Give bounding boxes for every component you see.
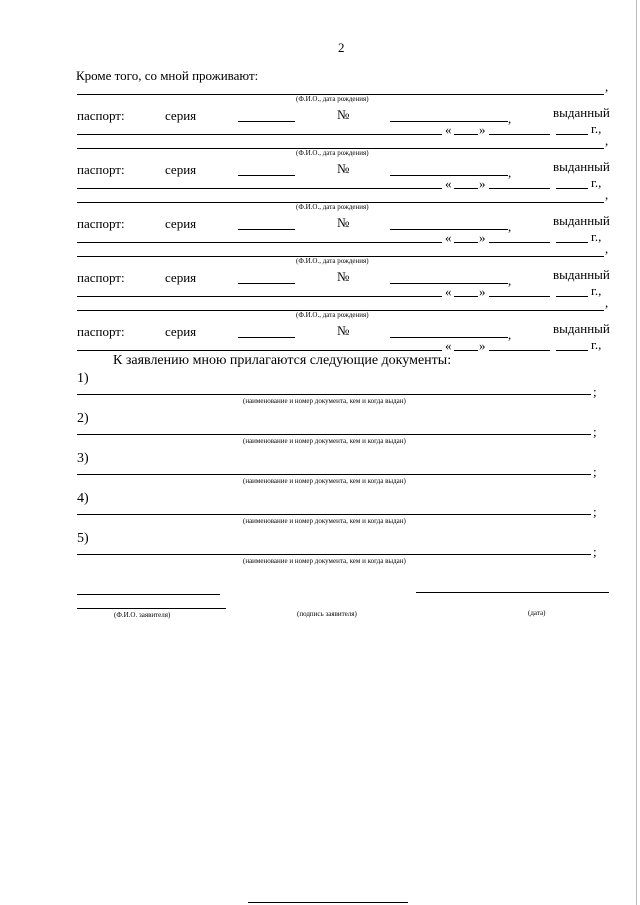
passport-label-2: паспорт: <box>77 162 125 177</box>
attachment-number-2: 2) <box>77 411 89 426</box>
attachment-semicolon-5: ; <box>593 544 597 559</box>
quote-close-3: » <box>479 230 486 245</box>
day-field-3[interactable] <box>454 242 478 243</box>
resident-fio-comma-5: , <box>605 295 609 310</box>
quote-open-1: « <box>445 122 452 137</box>
issued-label-4: выданный <box>553 267 610 282</box>
scan-edge-bottom <box>248 902 408 903</box>
fio-line-2[interactable] <box>77 608 226 609</box>
series-label-5: серия <box>165 324 197 339</box>
scan-edge-right <box>636 0 637 905</box>
day-field-4[interactable] <box>454 296 478 297</box>
number-label-5: № <box>337 323 350 338</box>
attachment-field-2[interactable] <box>77 434 591 435</box>
number-label-3: № <box>337 215 350 230</box>
attachment-semicolon-4: ; <box>593 504 597 519</box>
year-suffix-5: г., <box>591 337 602 352</box>
attachment-semicolon-2: ; <box>593 424 597 439</box>
month-field-3[interactable] <box>489 242 550 243</box>
attachment-field-5[interactable] <box>77 554 591 555</box>
quote-open-5: « <box>445 338 452 353</box>
passport-label-1: паспорт: <box>77 108 125 123</box>
quote-open-2: « <box>445 176 452 191</box>
date-line[interactable] <box>416 592 609 593</box>
attachment-field-3[interactable] <box>77 474 591 475</box>
attachment-caption-1: (наименование и номер документа, кем и когда выдан) <box>243 397 406 405</box>
attachment-semicolon-1: ; <box>593 384 597 399</box>
number-comma-3: , <box>508 219 512 234</box>
quote-close-2: » <box>479 176 486 191</box>
number-label-4: № <box>337 269 350 284</box>
attachment-number-1: 1) <box>77 371 89 386</box>
year-field-1[interactable] <box>556 134 588 135</box>
attachments-heading: К заявлению мною прилагаются следующие документы: <box>113 353 452 368</box>
attachment-caption-4: (наименование и номер документа, кем и когда выдан) <box>243 517 406 525</box>
issued-label-5: выданный <box>553 321 610 336</box>
issued-by-field-3[interactable] <box>77 242 442 243</box>
resident-fio-comma-3: , <box>605 187 609 202</box>
resident-fio-comma-1: , <box>605 79 609 94</box>
resident-caption-1: (Ф.И.О., дата рождения) <box>296 95 369 103</box>
issued-by-field-1[interactable] <box>77 134 442 135</box>
quote-close-4: » <box>479 284 486 299</box>
resident-caption-2: (Ф.И.О., дата рождения) <box>296 149 369 157</box>
signature-caption: (подпись заявителя) <box>297 610 357 618</box>
series-field-2[interactable] <box>238 175 295 176</box>
issued-by-field-4[interactable] <box>77 296 442 297</box>
resident-fio-comma-4: , <box>605 241 609 256</box>
number-label-1: № <box>337 107 350 122</box>
resident-caption-3: (Ф.И.О., дата рождения) <box>296 203 369 211</box>
issued-label-1: выданный <box>553 105 610 120</box>
issued-by-field-5[interactable] <box>77 350 442 351</box>
series-field-3[interactable] <box>238 229 295 230</box>
passport-label-5: паспорт: <box>77 324 125 339</box>
year-field-3[interactable] <box>556 242 588 243</box>
attachment-caption-2: (наименование и номер документа, кем и когда выдан) <box>243 437 406 445</box>
attachment-field-4[interactable] <box>77 514 591 515</box>
issued-label-2: выданный <box>553 159 610 174</box>
number-label-2: № <box>337 161 350 176</box>
attachment-number-3: 3) <box>77 451 89 466</box>
year-field-2[interactable] <box>556 188 588 189</box>
number-comma-1: , <box>508 111 512 126</box>
attachment-number-5: 5) <box>77 531 89 546</box>
resident-fio-comma-2: , <box>605 133 609 148</box>
quote-open-4: « <box>445 284 452 299</box>
issued-label-3: выданный <box>553 213 610 228</box>
year-field-4[interactable] <box>556 296 588 297</box>
series-label-3: серия <box>165 216 197 231</box>
quote-close-1: » <box>479 122 486 137</box>
series-label-4: серия <box>165 270 197 285</box>
attachment-field-1[interactable] <box>77 394 591 395</box>
date-caption: (дата) <box>528 609 546 617</box>
month-field-2[interactable] <box>489 188 550 189</box>
passport-label-4: паспорт: <box>77 270 125 285</box>
attachment-caption-3: (наименование и номер документа, кем и когда выдан) <box>243 477 406 485</box>
passport-label-3: паспорт: <box>77 216 125 231</box>
issued-by-field-2[interactable] <box>77 188 442 189</box>
day-field-2[interactable] <box>454 188 478 189</box>
year-field-5[interactable] <box>556 350 588 351</box>
series-label-1: серия <box>165 108 197 123</box>
intro-text: Кроме того, со мной проживают: <box>76 68 259 83</box>
year-suffix-1: г., <box>591 121 602 136</box>
attachment-number-4: 4) <box>77 491 89 506</box>
quote-open-3: « <box>445 230 452 245</box>
year-suffix-4: г., <box>591 283 602 298</box>
month-field-4[interactable] <box>489 296 550 297</box>
year-suffix-2: г., <box>591 175 602 190</box>
month-field-1[interactable] <box>489 134 550 135</box>
series-label-2: серия <box>165 162 197 177</box>
day-field-5[interactable] <box>454 350 478 351</box>
resident-caption-5: (Ф.И.О., дата рождения) <box>296 311 369 319</box>
fio-caption: (Ф.И.О. заявителя) <box>114 611 171 619</box>
number-comma-4: , <box>508 273 512 288</box>
number-comma-5: , <box>508 327 512 342</box>
attachment-semicolon-3: ; <box>593 464 597 479</box>
quote-close-5: » <box>479 338 486 353</box>
series-field-5[interactable] <box>238 337 295 338</box>
page-number: 2 <box>338 40 345 55</box>
attachment-caption-5: (наименование и номер документа, кем и когда выдан) <box>243 557 406 565</box>
number-comma-2: , <box>508 165 512 180</box>
fio-line-1[interactable] <box>77 594 220 595</box>
series-field-1[interactable] <box>238 121 295 122</box>
resident-caption-4: (Ф.И.О., дата рождения) <box>296 257 369 265</box>
year-suffix-3: г., <box>591 229 602 244</box>
month-field-5[interactable] <box>489 350 550 351</box>
series-field-4[interactable] <box>238 283 295 284</box>
day-field-1[interactable] <box>454 134 478 135</box>
